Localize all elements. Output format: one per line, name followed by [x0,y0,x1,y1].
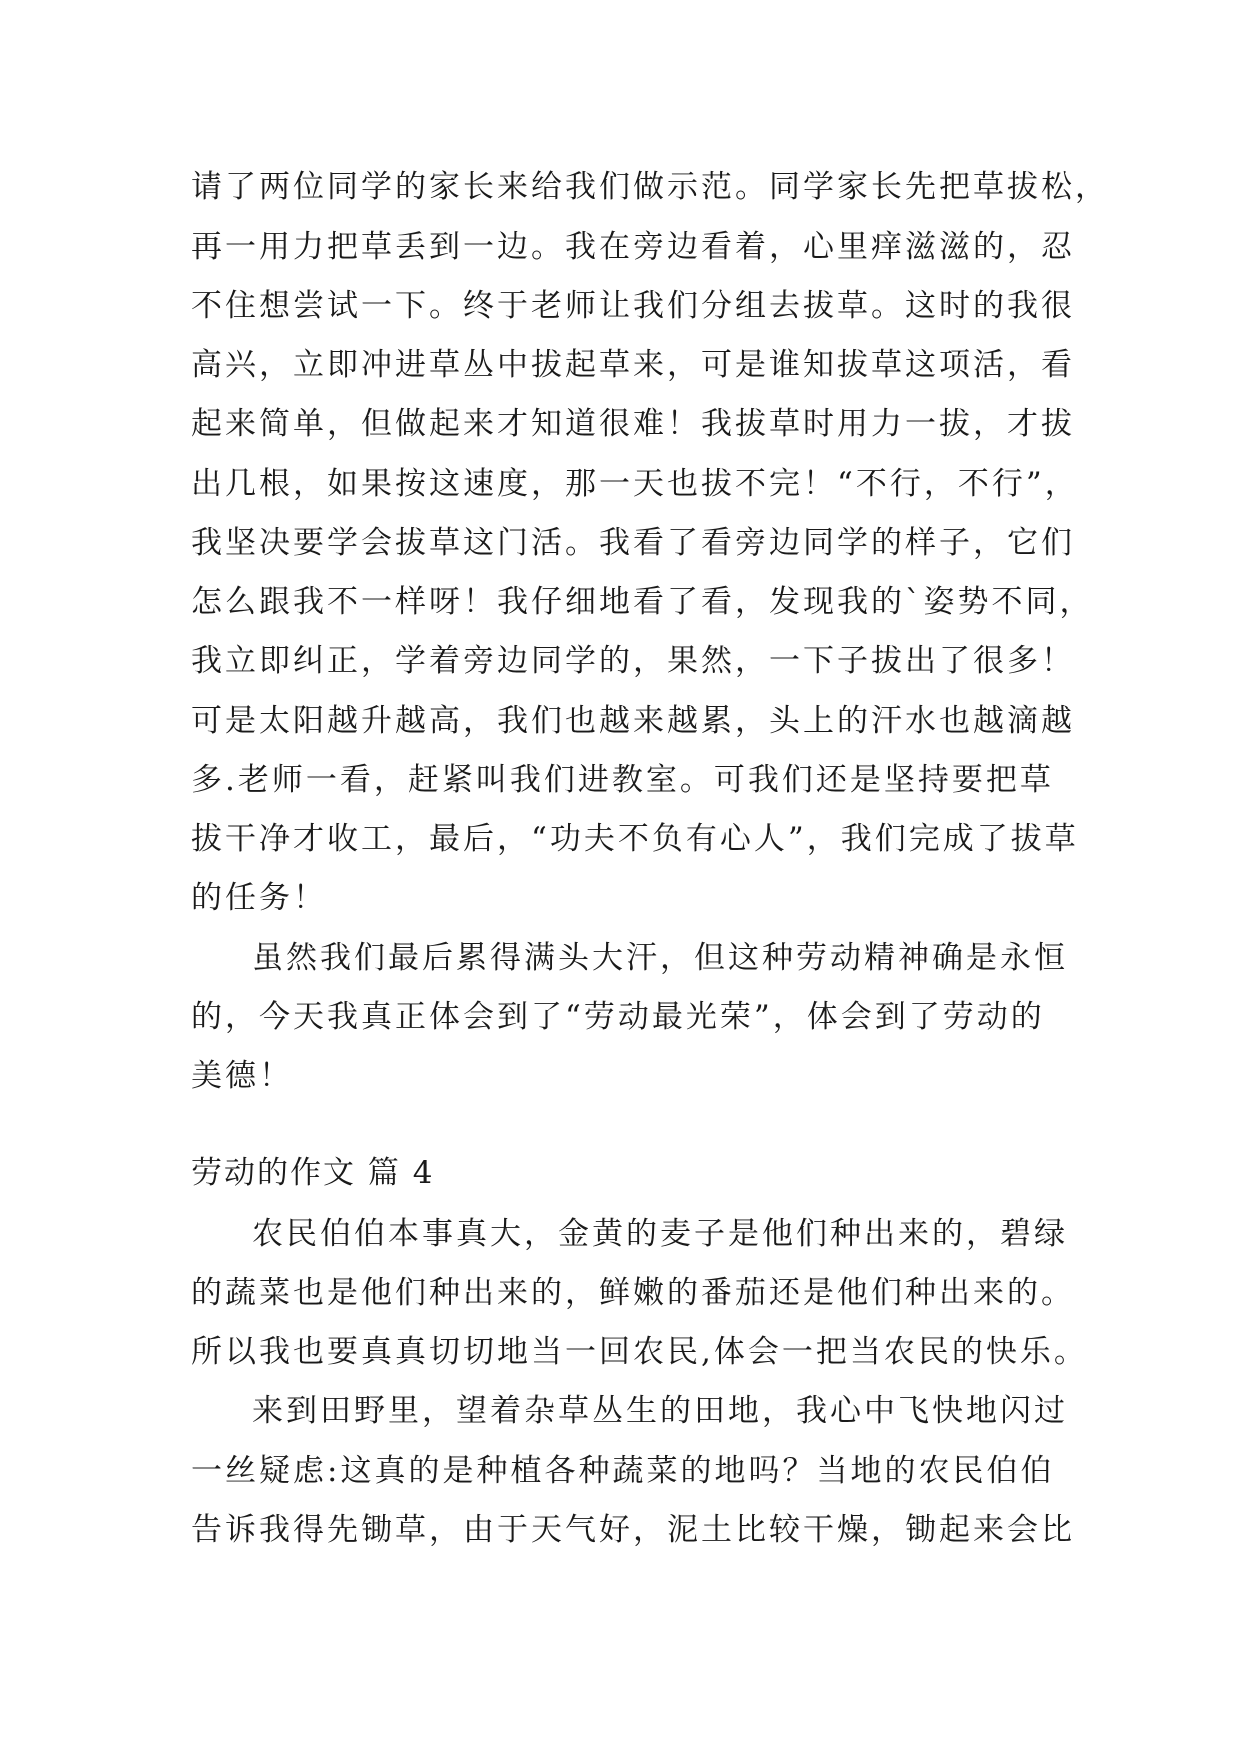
paragraph-line: 再一用力把草丢到一边。我在旁边看着，心里痒滋滋的，忍 [191,229,1075,265]
paragraph-line: 我坚决要学会拔草这门活。我看了看旁边同学的样子，它们 [191,525,1075,561]
paragraph-line: 可是太阳越升越高，我们也越来越累，头上的汗水也越滴越 [191,703,1075,739]
paragraph-line: 来到田野里，望着杂草丛生的田地，我心中飞快地闪过 [252,1393,1068,1429]
paragraph-line: 高兴，立即冲进草丛中拔起草来，可是谁知拔草这项活，看 [191,347,1075,383]
paragraph-line: 的蔬菜也是他们种出来的，鲜嫩的番茄还是他们种出来的。 [191,1275,1075,1311]
paragraph-line: 出几根，如果按这速度，那一天也拔不完！“不行，不行”， [191,466,1079,502]
paragraph-line: 告诉我得先锄草，由于天气好，泥土比较干燥，锄起来会比 [191,1512,1075,1548]
paragraph-line: 起来简单，但做起来才知道很难！我拔草时用力一拔，才拔 [191,406,1075,442]
paragraph-line: 我立即纠正，学着旁边同学的，果然，一下子拔出了很多！ [191,643,1075,679]
paragraph-line: 一丝疑虑:这真的是种植各种蔬菜的地吗？当地的农民伯伯 [191,1453,1055,1489]
paragraph-line: 农民伯伯本事真大，金黄的麦子是他们种出来的，碧绿 [252,1216,1068,1252]
paragraph-line: 请了两位同学的家长来给我们做示范。同学家长先把草拔松， [191,169,1109,205]
paragraph-line: 虽然我们最后累得满头大汗，但这种劳动精神确是永恒 [252,940,1068,976]
section-heading: 劳动的作文 篇 4 [191,1155,435,1191]
paragraph-line: 的，今天我真正体会到了“劳动最光荣”，体会到了劳动的 [191,999,1045,1035]
paragraph-line: 美德！ [191,1058,293,1094]
paragraph-line: 不住想尝试一下。终于老师让我们分组去拔草。这时的我很 [191,288,1075,324]
paragraph-line: 怎么跟我不一样呀！我仔细地看了看，发现我的`姿势不同， [191,584,1094,620]
paragraph-line: 的任务！ [191,880,327,916]
paragraph-line: 拔干净才收工，最后，“功夫不负有心人”，我们完成了拔草 [191,821,1079,857]
paragraph-line: 所以我也要真真切切地当一回农民,体会一把当农民的快乐。 [191,1334,1088,1370]
paragraph-line: 多.老师一看，赶紧叫我们进教室。可我们还是坚持要把草 [191,762,1054,798]
